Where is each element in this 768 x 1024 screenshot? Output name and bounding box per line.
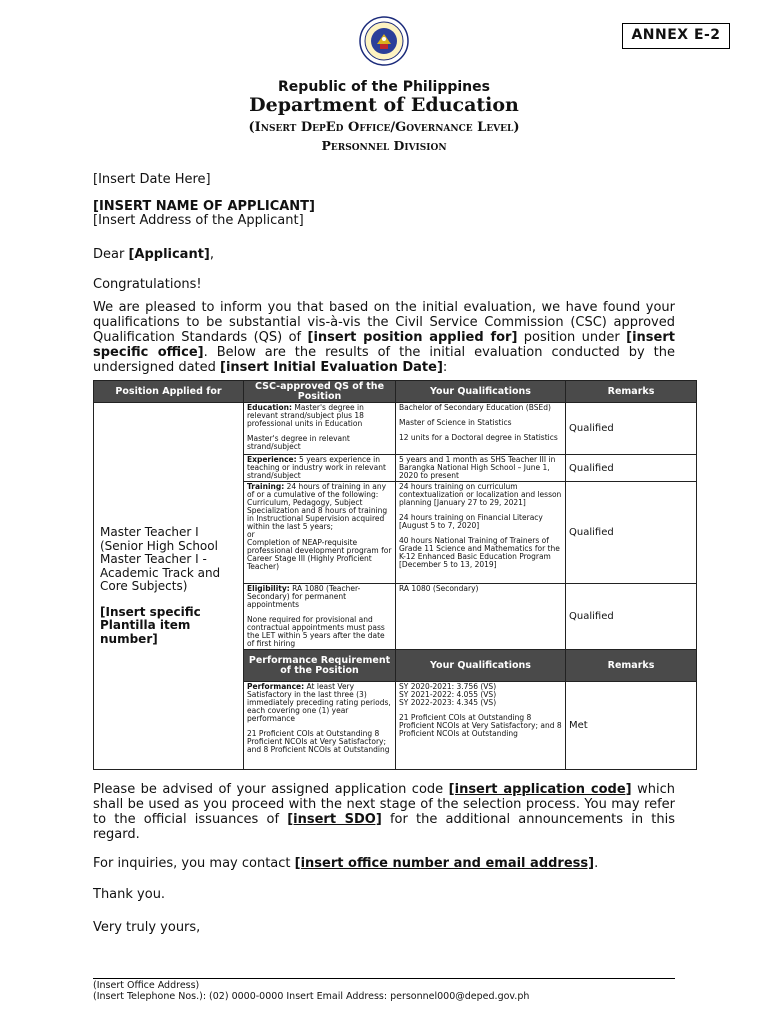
yq-performance: SY 2020-2021: 3.756 (VS) SY 2021-2022: 4.055 (VS) SY 2022-2023: 4.345 (VS) 21 Proficient COIs at Outstanding 8 Proficient NCOIs at Very Satisfactory; and 8 Proficient NCOIs at Outstanding (396, 682, 566, 770)
footer-contact: (Insert Telephone Nos.): (02) 0000-0000 Insert Email Address: personnel000@deped.gov.ph (93, 991, 530, 1002)
qs-performance: Performance: At least Very Satisfactory in the last three (3) immediately preceding rating periods, each covering one (1) year performance 21 Proficient COIs at Outstanding 8 Proficient NCOIs at Very Satisfactory; and 8 Proficient NCOIs at Outstanding (244, 682, 396, 770)
col-header-qualifications: Your Qualifications (396, 381, 566, 403)
applicant-name: [INSERT NAME OF APPLICANT] (93, 199, 315, 214)
applicant-address: [Insert Address of the Applicant] (93, 213, 304, 228)
qs-experience: Experience: 5 years experience in teaching or industry work in relevant strand/subject (244, 455, 396, 482)
remark-eligibility: Qualified (566, 584, 697, 650)
col-header-perf-remarks: Remarks (566, 650, 697, 682)
position-cell (94, 403, 244, 770)
col-header-qs: CSC-approved QS of the Position (244, 381, 396, 403)
division-heading: Personnel Division (321, 138, 447, 153)
col-header-performance: Performance Requirement of the Position (244, 650, 396, 682)
annex-label: ANNEX E-2 (622, 23, 730, 49)
qs-training: Training: 24 hours of training in any of or a cumulative of the following: Curriculum, Pedagogy, Subject Specialization and 8 hours of training in Instructional Supervision acquired within the last 5 years; or Completion of NEAP-requisite professional development program for Career Stage III (Highly Proficient Teacher) (244, 482, 396, 584)
plantilla-item: [Insert specific Plantilla item number] (100, 604, 201, 646)
yq-experience: 5 years and 1 month as SHS Teacher III in Barangka National High School – June 1, 2020 to present (396, 455, 566, 482)
department-heading: Department of Education (249, 94, 519, 116)
qs-eligibility: Eligibility: RA 1080 (Teacher-Secondary) for permanent appointments None required for provisional and contractual appointments must pass the LET within 5 years after the date of first hiring (244, 584, 396, 650)
yq-training: 24 hours training on curriculum contextualization or localization and lesson planning [January 27 to 29, 2021] 24 hours training on Financial Literacy [August 5 to 7, 2020] 40 hours National Training of Trainers of Grade 11 Science and Mathematics for the K-12 Enhanced Basic Education Program [December 5 to 13, 2019] (396, 482, 566, 584)
table-row (94, 403, 697, 455)
congratulations: Congratulations! (93, 277, 202, 292)
col-header-remarks: Remarks (566, 381, 697, 403)
results-table (93, 380, 697, 770)
thank-you: Thank you. (93, 887, 166, 902)
yq-eligibility: RA 1080 (Secondary) (396, 584, 566, 650)
col-header-position: Position Applied for (94, 381, 244, 403)
qs-education: Education: Master's degree in relevant strand/subject plus 18 professional units in Education Master's degree in relevant strand/subject (244, 403, 396, 455)
deped-seal-logo (359, 16, 409, 66)
inquiry-paragraph: For inquiries, you may contact [insert office number and email address]. (93, 856, 599, 871)
advise-paragraph: Please be advised of your assigned application code [insert application code] which shall be used as you proceed with the next stage of the selection process. You may refer to the official issuances of [insert SDO] for the additional announcements in this regard. (93, 782, 675, 842)
footer-office-address: (Insert Office Address) (93, 980, 200, 991)
footer-divider (93, 978, 675, 979)
letter-date: [Insert Date Here] (93, 172, 211, 187)
salutation: Dear [Applicant], (93, 247, 215, 262)
yq-education: Bachelor of Secondary Education (BSEd) Master of Science in Statistics 12 units for a Doctoral degree in Statistics (396, 403, 566, 455)
remark-education: Qualified (566, 403, 697, 455)
remark-performance: Met (566, 682, 697, 770)
intro-paragraph: We are pleased to inform you that based on the initial evaluation, we have found your qualifications to be substantial vis-à-vis the Civil Service Commission (CSC) approved Qualification Standards (QS) of [insert position applied for] position under [insert specific office]. Below are the results of the initial evaluation conducted by the undersigned dated [insert Initial Evaluation Date]: (93, 300, 675, 375)
remark-experience: Qualified (566, 455, 697, 482)
closing: Very truly yours, (93, 920, 201, 935)
col-header-perf-qualifications: Your Qualifications (396, 650, 566, 682)
position-title: Master Teacher I (Senior High School Master Teacher I - Academic Track and Core Subjects) (100, 525, 221, 593)
republic-heading: Republic of the Philippines (278, 79, 490, 95)
office-heading: (Insert DepEd Office/Governance Level) (248, 120, 520, 135)
remark-training: Qualified (566, 482, 697, 584)
